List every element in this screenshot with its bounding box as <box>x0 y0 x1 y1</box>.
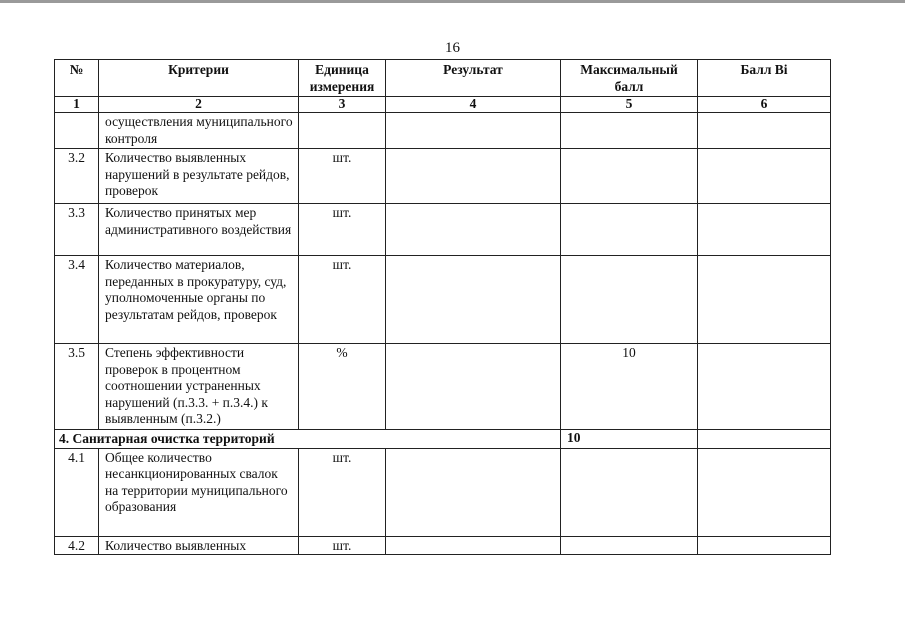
row-result <box>386 536 561 555</box>
header-result: Результат <box>386 60 561 97</box>
page-number: 16 <box>445 40 460 56</box>
row-number: 3.3 <box>55 204 99 256</box>
header-max-score: Максимальный балл <box>561 60 698 97</box>
row-unit: % <box>299 344 386 430</box>
row-number: 4.1 <box>55 448 99 536</box>
table-row <box>55 256 831 344</box>
header-criteria: Критерии <box>99 60 299 97</box>
column-number: 1 <box>55 97 99 113</box>
row-result <box>386 256 561 344</box>
row-score-bi <box>698 256 831 344</box>
row-score-bi <box>698 113 831 149</box>
row-criteria: Количество выявленных <box>99 536 299 555</box>
row-unit <box>299 113 386 149</box>
row-criteria: Количество выявленных нарушений в результате рейдов, проверок <box>99 149 299 204</box>
row-max-score <box>561 204 698 256</box>
row-unit: шт. <box>299 149 386 204</box>
column-number-row <box>55 97 831 113</box>
section-title: 4. Санитарная очистка территорий <box>55 430 561 449</box>
row-unit: шт. <box>299 536 386 555</box>
row-number: 3.2 <box>55 149 99 204</box>
row-unit: шт. <box>299 256 386 344</box>
column-number: 2 <box>99 97 299 113</box>
row-unit: шт. <box>299 448 386 536</box>
row-unit: шт. <box>299 204 386 256</box>
row-number: 3.5 <box>55 344 99 430</box>
row-result <box>386 113 561 149</box>
row-score-bi <box>698 149 831 204</box>
column-number: 5 <box>561 97 698 113</box>
row-criteria: осуществления муниципального контроля <box>99 113 299 149</box>
row-result <box>386 204 561 256</box>
column-number: 6 <box>698 97 831 113</box>
table-row <box>55 149 831 204</box>
table-row <box>55 536 831 555</box>
row-max-score: 10 <box>561 344 698 430</box>
row-result <box>386 149 561 204</box>
row-criteria: Количество принятых мер административного воздействия <box>99 204 299 256</box>
row-number: 3.4 <box>55 256 99 344</box>
row-max-score <box>561 113 698 149</box>
header-row <box>55 60 831 97</box>
header-score-bi: Балл Bi <box>698 60 831 97</box>
row-score-bi <box>698 448 831 536</box>
row-max-score <box>561 256 698 344</box>
row-result <box>386 448 561 536</box>
row-criteria: Общее количество несанкционированных свалок на территории муниципального образования <box>99 448 299 536</box>
table-row <box>55 113 831 149</box>
row-number: 4.2 <box>55 536 99 555</box>
section-score-bi <box>698 430 831 449</box>
row-max-score <box>561 149 698 204</box>
row-max-score <box>561 448 698 536</box>
header-number: № <box>55 60 99 97</box>
row-score-bi <box>698 344 831 430</box>
column-number: 4 <box>386 97 561 113</box>
table-row <box>55 344 831 430</box>
section-row <box>55 430 831 449</box>
table-row <box>55 204 831 256</box>
row-criteria: Количество материалов, переданных в прокуратуру, суд, уполномоченные органы по результатам рейдов, проверок <box>99 256 299 344</box>
row-result <box>386 344 561 430</box>
row-number <box>55 113 99 149</box>
row-criteria: Степень эффективности проверок в процентном соотношении устраненных нарушений (п.3.3. + п.3.4.) к выявленным (п.3.2.) <box>99 344 299 430</box>
header-unit: Единица измерения <box>299 60 386 97</box>
row-score-bi <box>698 204 831 256</box>
scan-top-edge <box>0 0 905 3</box>
criteria-table <box>54 59 831 555</box>
row-max-score <box>561 536 698 555</box>
section-max-score: 10 <box>561 430 698 449</box>
row-score-bi <box>698 536 831 555</box>
column-number: 3 <box>299 97 386 113</box>
table-row <box>55 448 831 536</box>
